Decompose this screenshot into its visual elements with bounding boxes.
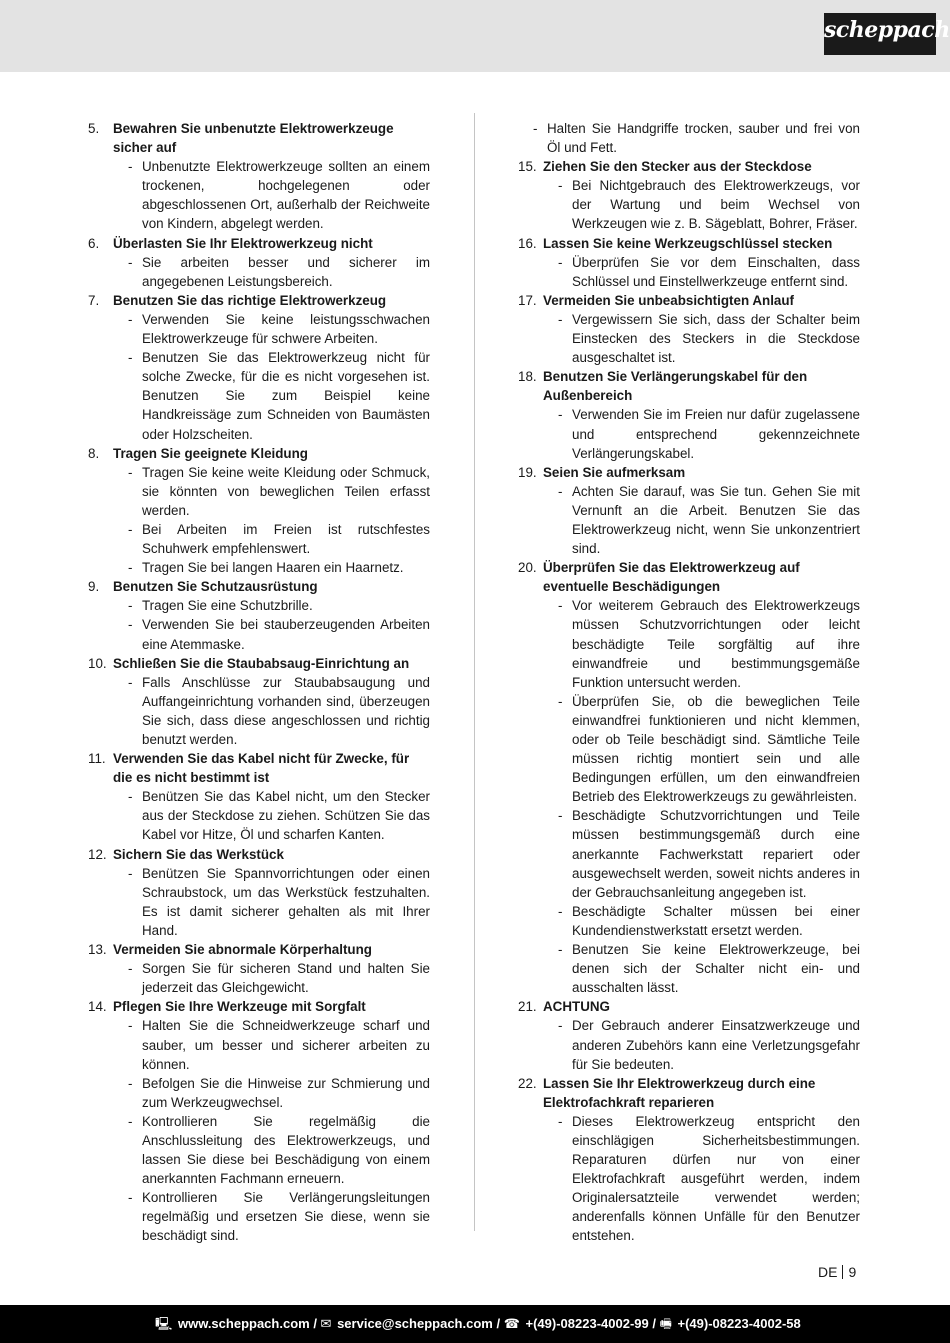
dash-marker: - [533, 121, 538, 136]
bullet-text: Benützen Sie Spannvorrichtungen oder einen Schraubstock, um das Werkstück festzuhalten. Es ist damit sicherer gehalten als mit Ihrer Hand. [142, 865, 430, 938]
safety-item [88, 119, 430, 234]
dash-marker: - [558, 808, 563, 824]
item-bullet [113, 520, 430, 558]
item-bullet [113, 558, 430, 577]
page-number-value: 9 [848, 1264, 857, 1280]
safety-item [88, 940, 430, 997]
item-bullet [113, 157, 430, 233]
footer-separator: / [648, 1316, 660, 1331]
dash-marker: - [128, 1075, 133, 1091]
dash-marker: - [128, 789, 133, 805]
item-bullet [543, 806, 860, 901]
bullet-text: Unbenutzte Elektrowerkzeuge sollten an einem trockenen, hochgelegenen oder abgeschlossenen Ort, außerhalb der Reichweite von Kindern, abgelegt werden. [142, 159, 430, 232]
item-number: 21. [518, 999, 537, 1015]
dash-marker: - [128, 254, 133, 270]
item-bullet [543, 1016, 860, 1073]
dash-marker: - [128, 617, 133, 633]
dash-marker: - [128, 464, 133, 480]
dash-marker: - [558, 693, 563, 709]
item-bullet [543, 1112, 860, 1246]
safety-item [88, 654, 430, 749]
footer-separator: / [309, 1316, 321, 1331]
item-number: 16. [518, 235, 537, 251]
bullet-text: Vergewissern Sie sich, dass der Schalter beim Einstecken des Steckers in die Steckdose ausgeschaltet ist. [572, 311, 860, 366]
bullet-text: Dieses Elektrowerkzeug entspricht den einschlägigen Sicherheitsbestimmungen. Reparaturen dürfen nur von einer Elektrofachkraft ausgeführt werden, indem Originalersatzteile verwendet werden; anderenfalls können Unfälle für den Benutzer entstehen. [572, 1113, 860, 1244]
item-bullet [543, 482, 860, 558]
safety-item [88, 444, 430, 578]
item-title: ACHTUNG [543, 999, 610, 1015]
page-lang: DE [818, 1264, 838, 1280]
item-bullet [113, 673, 430, 749]
dash-marker: - [558, 178, 563, 194]
item-bullet [113, 596, 430, 615]
dash-marker: - [558, 311, 563, 327]
item-bullet [113, 864, 430, 940]
safety-item [518, 997, 860, 1073]
dash-marker: - [128, 1190, 133, 1206]
item-bullet [113, 787, 430, 844]
safety-item [518, 367, 860, 462]
bullet-text: Kontrollieren Sie Verlängerungsleitungen regelmäßig und ersetzen Sie diese, wenn sie beschädigt sind. [142, 1190, 430, 1244]
right-column [518, 119, 860, 1246]
item-title: Pflegen Sie Ihre Werkzeuge mit Sorgfalt [113, 999, 366, 1015]
bullet-text: Verwenden Sie im Freien nur dafür zugelassene und entsprechend gekennzeichnete Verlängerungskabel. [572, 407, 860, 461]
dash-marker: - [128, 674, 133, 690]
dash-marker: - [558, 903, 563, 919]
item-title: Benutzen Sie das richtige Elektrowerkzeug [113, 292, 387, 308]
page-number-separator [842, 1265, 843, 1279]
item-bullet [518, 119, 860, 157]
dash-marker: - [558, 407, 563, 423]
item-bullet [113, 1074, 430, 1112]
footer-phone: +(49)-08223-4002-99 [525, 1316, 649, 1331]
item-title: Benutzen Sie Schutzausrüstung [113, 579, 318, 595]
item-number: 20. [518, 560, 537, 576]
item-title: Benutzen Sie Verlängerungskabel für den Außenbereich [543, 369, 808, 404]
bullet-text: Überprüfen Sie, ob die beweglichen Teile einwandfrei funktionieren und nicht klemmen, oder ob Teile beschädigt sind. Sämtliche Teile müssen richtig montiert sein und alle Bedingungen erfüllen, um den einwandfreien Betrieb des Elektrowerkzeugs zu gewährleisten. [572, 693, 860, 805]
safety-item [518, 234, 860, 291]
dash-marker: - [128, 598, 133, 614]
item-bullet [543, 176, 860, 233]
item-title: Vermeiden Sie abnormale Körperhaltung [113, 942, 372, 958]
bullet-text: Der Gebrauch anderer Einsatzwerkzeuge und anderen Zubehörs kann eine Verletzungsgefahr für Sie bedeuten. [572, 1018, 860, 1072]
bullet-text: Bei Arbeiten im Freien ist rutschfestes Schuhwerk empfehlenswert. [142, 521, 430, 557]
item-number: 14. [88, 999, 107, 1015]
column-divider [474, 113, 475, 1231]
dash-marker: - [128, 865, 133, 881]
bullet-text: Verwenden Sie bei stauberzeugenden Arbeiten eine Atemmaske. [142, 617, 430, 652]
bullet-text: Benützen Sie das Kabel nicht, um den Stecker aus der Steckdose zu ziehen. Schützen Sie das Kabel vor Hitze, Öl und scharfen Kanten. [142, 789, 430, 843]
item-title: Lassen Sie Ihr Elektrowerkzeug durch eine Elektrofachkraft reparieren [543, 1075, 816, 1110]
bullet-text: Überprüfen Sie vor dem Einschalten, dass Schlüssel und Einstellwerkzeuge entfernt sind. [572, 254, 860, 289]
item-number: 5. [88, 121, 100, 136]
item-number: 22. [518, 1075, 537, 1091]
bullet-text: Benutzen Sie keine Elektrowerkzeuge, bei denen sich der Schalter nicht ein- und ausschalten lässt. [572, 942, 860, 996]
safety-item [518, 463, 860, 558]
item-bullet [543, 596, 860, 691]
left-column [88, 119, 430, 1246]
bullet-text: Befolgen Sie die Hinweise zur Schmierung und zum Werkzeugwechsel. [142, 1075, 430, 1110]
dash-marker: - [128, 961, 133, 977]
item-bullet [543, 310, 860, 367]
item-title: Schließen Sie die Staubabsaug-Einrichtung an [113, 655, 410, 671]
bullet-text: Kontrollieren Sie regelmäßig die Anschlussleitung des Elektrowerkzeugs, und lassen Sie diese bei Beschädigung von einem anerkannten Fachmann erneuern. [142, 1113, 430, 1187]
logo-text: scheppach [824, 17, 950, 43]
bullet-text: Tragen Sie eine Schutzbrille. [142, 598, 313, 614]
item-title: Überlasten Sie Ihr Elektrowerkzeug nicht [113, 235, 373, 251]
item-number: 13. [88, 942, 107, 958]
bullet-text: Achten Sie darauf, was Sie tun. Gehen Sie mit Vernunft an die Arbeit. Benutzen Sie das Elektrowerkzeug nicht, wenn Sie unkonzentriert sind. [572, 483, 860, 557]
footer-email[interactable]: service@scheppach.com [337, 1316, 493, 1331]
bullet-text: Beschädigte Schutzvorrichtungen und Teile müssen bestimmungsgemäß durch eine anerkannte Fachwerkstatt repariert oder ausgewechselt werden, soweit nichts anderes in der Gebrauchsanleitung angegeben ist. [572, 808, 860, 900]
dash-marker: - [128, 159, 133, 175]
mail-icon: ✉ [320, 1316, 332, 1331]
item-bullet [543, 692, 860, 807]
fax-icon: 🖷 [659, 1316, 672, 1331]
bullet-text: Benutzen Sie das Elektrowerkzeug nicht für solche Zwecke, für die es nicht vorgesehen ist. Benutzen Sie zum Beispiel keine Handkreissäge zum Schneiden von Baumästen oder Holzscheiten. [142, 350, 430, 442]
safety-item [88, 577, 430, 653]
bullet-text: Tragen Sie bei langen Haaren ein Haarnetz. [142, 560, 404, 576]
item-number: 7. [88, 292, 100, 308]
page-number [818, 1264, 856, 1280]
safety-item [88, 234, 430, 291]
dash-marker: - [128, 521, 133, 537]
item-bullet [113, 959, 430, 997]
safety-item [518, 119, 860, 157]
dash-marker: - [558, 254, 563, 270]
item-title: Sichern Sie das Werkstück [113, 846, 284, 862]
safety-item [88, 997, 430, 1245]
footer-fax: +(49)-08223-4002-58 [677, 1316, 801, 1331]
safety-item [518, 157, 860, 233]
dash-marker: - [558, 1113, 563, 1129]
bullet-text: Verwenden Sie keine leistungsschwachen Elektrowerkzeuge für schwere Arbeiten. [142, 311, 430, 347]
item-title: Bewahren Sie unbenutzte Elektrowerkzeuge sicher auf [113, 121, 394, 156]
item-number: 17. [518, 292, 537, 308]
item-bullet [113, 1112, 430, 1188]
item-title: Seien Sie aufmerksam [543, 464, 686, 480]
phone-icon: ☎ [503, 1316, 520, 1331]
item-title: Vermeiden Sie unbeabsichtigten Anlauf [543, 292, 795, 308]
bullet-text: Vor weiterem Gebrauch des Elektrowerkzeugs müssen Schutzvorrichtungen oder leicht beschädigte Teile sorgfältig auf ihre einwandfreie und bestimmungsgemäße Funktion untersucht werden. [572, 598, 860, 690]
dash-marker: - [128, 1018, 133, 1034]
item-bullet [113, 253, 430, 291]
page-footer [0, 1305, 950, 1343]
dash-marker: - [558, 483, 563, 499]
item-bullet [543, 902, 860, 940]
bullet-text: Bei Nichtgebrauch des Elektrowerkzeugs, vor der Wartung und beim Wechsel von Werkzeugen wie z. B. Sägeblatt, Bohrer, Fräser. [572, 178, 860, 232]
item-bullet [543, 940, 860, 997]
bullet-text: Halten Sie die Schneidwerkzeuge scharf und sauber, um besser und sicherer arbeiten zu können. [142, 1018, 430, 1072]
bullet-text: Halten Sie Handgriffe trocken, sauber und frei von Öl und Fett. [547, 121, 860, 156]
item-number: 11. [88, 751, 106, 767]
dash-marker: - [558, 942, 563, 958]
item-bullet [113, 1016, 430, 1073]
footer-web[interactable]: www.scheppach.com [177, 1316, 310, 1331]
item-number: 19. [518, 464, 537, 480]
item-bullet [113, 1188, 430, 1245]
safety-item [518, 291, 860, 367]
item-number: 6. [88, 235, 100, 251]
item-bullet [543, 253, 860, 291]
item-number: 9. [88, 579, 100, 595]
dash-marker: - [128, 350, 133, 366]
item-title: Verwenden Sie das Kabel nicht für Zwecke, für die es nicht bestimmt ist [113, 751, 410, 786]
safety-item [88, 291, 430, 444]
dash-marker: - [128, 1113, 133, 1129]
footer-contact [155, 1305, 801, 1343]
item-bullet [113, 310, 430, 348]
safety-item [88, 749, 430, 844]
item-title: Lassen Sie keine Werkzeugschlüssel stecken [543, 235, 833, 251]
safety-item [518, 1074, 860, 1246]
bullet-text: Sie arbeiten besser und sicherer im angegebenen Leistungsbereich. [142, 254, 430, 289]
item-title: Tragen Sie geeignete Kleidung [113, 445, 308, 461]
safety-item [518, 558, 860, 997]
item-number: 10. [88, 655, 107, 671]
bullet-text: Falls Anschlüsse zur Staubabsaugung und Auffangeinrichtung vorhanden sind, überzeugen Sie sich, dass diese angeschlossen und richtig benutzt werden. [142, 674, 430, 747]
computer-icon: 🖳 [155, 1316, 173, 1331]
dash-marker: - [128, 560, 133, 576]
page-header [0, 0, 950, 72]
footer-separator: / [492, 1316, 504, 1331]
item-bullet [113, 463, 430, 520]
item-number: 12. [88, 846, 107, 862]
safety-item [88, 845, 430, 940]
dash-marker: - [558, 598, 563, 614]
item-number: 15. [518, 159, 537, 175]
bullet-text: Beschädigte Schalter müssen bei einer Kundendienstwerkstatt ersetzt werden. [572, 903, 860, 938]
bullet-text: Sorgen Sie für sicheren Stand und halten Sie jederzeit das Gleichgewicht. [142, 961, 430, 996]
item-title: Überprüfen Sie das Elektrowerkzeug auf eventuelle Beschädigungen [543, 560, 800, 595]
item-number: 18. [518, 369, 537, 385]
dash-marker: - [128, 311, 133, 327]
bullet-text: Tragen Sie keine weite Kleidung oder Schmuck, sie könnten von beweglichen Teilen erfasst werden. [142, 464, 430, 518]
dash-marker: - [558, 1018, 563, 1034]
item-title: Ziehen Sie den Stecker aus der Steckdose [543, 159, 812, 175]
scheppach-logo [824, 13, 950, 55]
item-bullet [113, 615, 430, 653]
item-bullet [113, 348, 430, 443]
item-bullet [543, 405, 860, 462]
item-number: 8. [88, 445, 100, 461]
